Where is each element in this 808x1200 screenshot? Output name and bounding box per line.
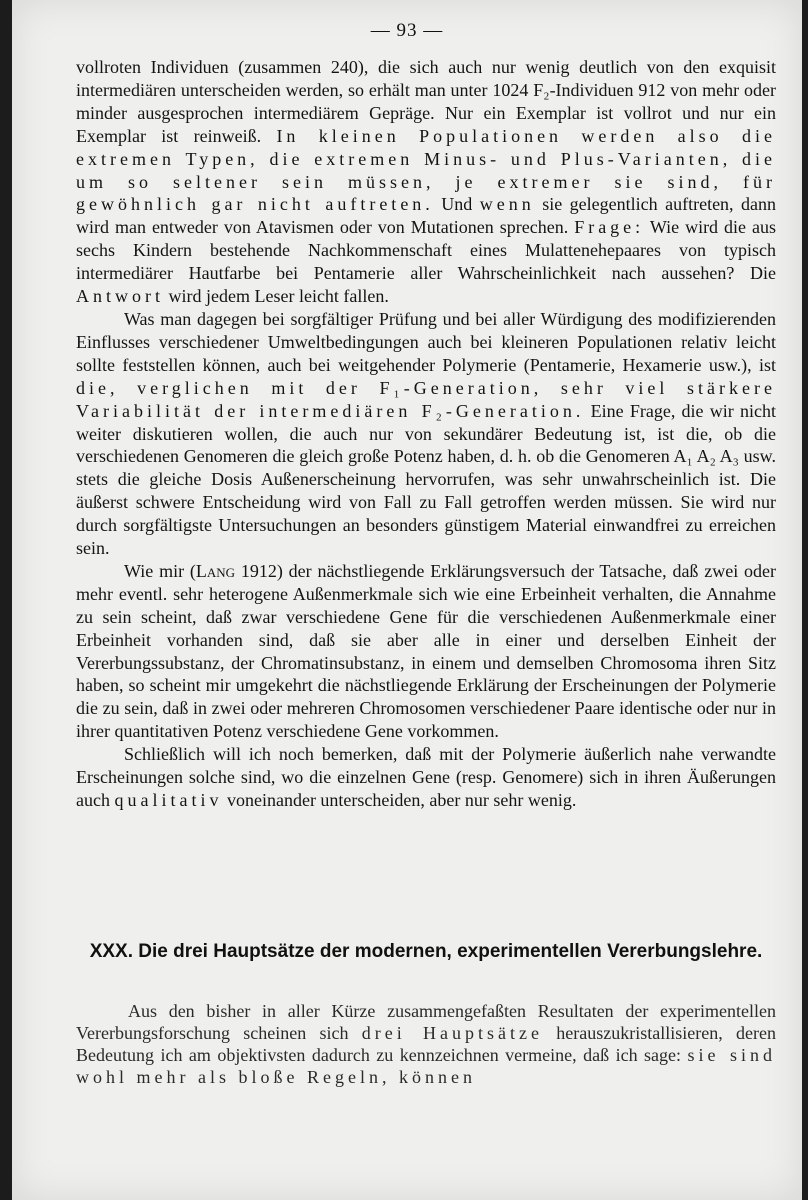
emphasis-text: In kleinen Populationen werden also die extremen Typen, die extremen Minus- und Plus-Varianten, die um so seltener sein müssen, je extremer sie sind, für gewöhnlich gar nicht auftreten. bbox=[76, 125, 776, 215]
paragraph-1-text: vollroten Individuen (zusammen 240), die sich auch nur wenig deutlich von den exquisit intermediären unterscheiden werden, so erhält man unter 1024 F₂-Individuen 912 von mehr oder minder ausgesprochen intermediärem Gepräge. Nur ein Exemplar ist vollrot und nur ein Exemplar ist reinweiß. bbox=[76, 57, 776, 146]
paragraph-text: Und bbox=[441, 194, 473, 215]
paragraph-text: Eine Frage, die wir nicht weiter diskutieren wollen, die auch nur von sekundärer Bedeutung ist, ist die, ob die verschiedenen Genomeren die gleich große Potenz haben, d. h. ob die Genomeren A₁ A₂ A₃ usw. stets die gleiche Dosis Außenerscheinung hervorrufen, was sehr unwahrscheinlich ist. Die äußerst schwere Entscheidung wird von Fall zu Fall getroffen werden müssen. Sie wird nur durch sorgfältigste Untersuchungen an besonders günstigem Material einwandfrei zu erreichen sein. bbox=[76, 400, 776, 559]
emphasis-text: sie sind wohl mehr als bloße Regeln, können bbox=[76, 1045, 776, 1087]
paragraph-text: Wie mir ( bbox=[124, 560, 196, 581]
author-citation: Lang bbox=[195, 560, 236, 581]
emphasis-text: Antwort bbox=[76, 286, 164, 307]
book-page bbox=[12, 0, 802, 1200]
section-heading: XXX. Die drei Hauptsätze der modernen, experimentellen Vererbungslehre. bbox=[89, 941, 763, 962]
paragraph-text: Was man dagegen bei sorgfältiger Prüfung und bei aller Würdigung des modifizierenden Einflusses verschiedener Umweltbedingungen auch bei kleineren Populationen relativ leicht sollte feststellen können, auch bei weitgehender Polymerie (Pentamerie, Hexamerie usw.), ist bbox=[76, 308, 776, 375]
paragraph-1 bbox=[76, 56, 776, 308]
section-body-text bbox=[76, 1000, 776, 1088]
paragraph-5 bbox=[76, 1000, 776, 1088]
paragraph-text: herauszukristallisieren, deren Bedeutung ich am objektivsten dadurch zu kennzeichnen vermeine, daß ich sage: bbox=[76, 1023, 776, 1065]
body-text bbox=[76, 56, 776, 812]
paragraph-text: sie gelegentlich auftreten, dann wird man entweder von Atavismen oder von Mutationen sprechen. bbox=[76, 194, 777, 238]
paragraph-3 bbox=[76, 560, 776, 743]
paragraph-text: 1912) der nächstliegende Erklärungsversuch der Tatsache, daß zwei oder mehr eventl. sehr heterogene Außenmerkmale sich wie eine Erbeinheit verhalten, die Annahme zu sein scheint, daß zwar verschiedene Gene für die verschiedenen Außenmerkmale einer Erbeinheit vorhanden sind, daß sie aber alle in einer und derselben Einheit der Vererbungssubstanz, der Chromatinsubstanz, in einem und demselben Chromosoma ihren Sitz haben, so scheint mir umgekehrt die nächstliegende Erklärung der Erscheinungen der Polymerie die zu sein, daß in zwei oder mehreren Chromosomen verschiedener Paare identische oder nur in ihrer quantitativen Potenz verschiedene Gene vorkommen. bbox=[76, 560, 777, 742]
paragraph-4 bbox=[76, 743, 776, 812]
emphasis-text: Frage: bbox=[574, 217, 645, 238]
emphasis-text: wenn bbox=[479, 194, 535, 215]
paragraph-text: wird jedem Leser leicht fallen. bbox=[168, 286, 389, 307]
paragraph-text: voneinander unterscheiden, aber nur sehr wenig. bbox=[226, 790, 577, 810]
emphasis-text: qualitativ bbox=[114, 790, 223, 810]
paragraph-text: Wie wird die aus sechs Kindern bestehende Nachkommenschaft eines Mulattenehepaares von typisch intermediärer Hautfarbe bei Pentamerie aller Wahrscheinlichkeit nach aussehen? Die bbox=[76, 217, 776, 284]
emphasis-text: drei Hauptsätze bbox=[361, 1023, 544, 1043]
emphasis-text: die, verglichen mit der F₁-Generation, sehr viel stärkere Variabilität der intermediären F₂-Generation. bbox=[76, 377, 776, 421]
paragraph-text: Aus den bisher in aller Kürze zusammengefaßten Resultaten der experimentellen Vererbungsforschung scheinen sich bbox=[76, 1001, 776, 1043]
paragraph-2 bbox=[76, 308, 776, 560]
page-number: — 93 — bbox=[370, 20, 444, 41]
paragraph-text: Schließlich will ich noch bemerken, daß mit der Polymerie äußerlich nahe verwandte Erscheinungen solche sind, wo die einzelnen Gene (resp. Genomere) sich in ihren Äußerungen auch bbox=[76, 744, 776, 810]
